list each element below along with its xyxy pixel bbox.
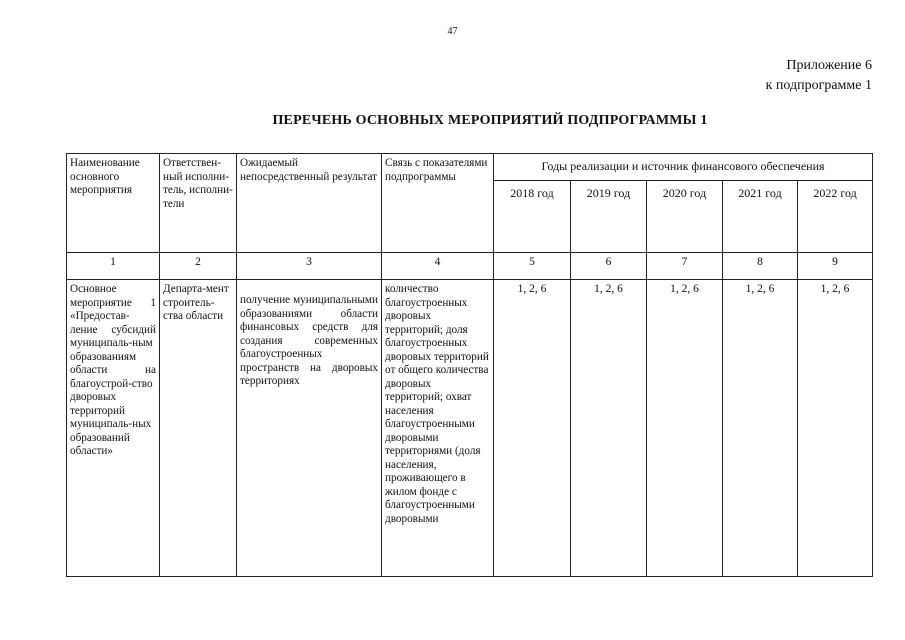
activity-result: получение муниципальными образованиями области финансовых средств для создания современных благоустроенных пространств на дворовых территориях (237, 280, 382, 577)
header-responsible: Ответствен-ный исполни-тель, исполни-тели (160, 154, 237, 253)
year-value-2022: 1, 2, 6 (798, 280, 873, 577)
document-title: ПЕРЕЧЕНЬ ОСНОВНЫХ МЕРОПРИЯТИЙ ПОДПРОГРАММЫ 1 (272, 113, 708, 128)
header-link: Связь с показателями подпрограммы (382, 154, 494, 253)
column-number-row (67, 253, 873, 280)
activity-name: Основное мероприятие 1 «Предостав-ление субсидий муниципаль-ным образованиям области на благоустрой-ство дворовых территорий муниципаль-ных образований области» (67, 280, 160, 577)
appendix-note (766, 56, 872, 96)
column-number: 6 (571, 253, 647, 280)
header-year-2020: 2020 год (647, 181, 723, 253)
column-number: 7 (647, 253, 723, 280)
year-value-2019: 1, 2, 6 (571, 280, 647, 577)
header-row (67, 154, 873, 181)
header-name: Наименование основного мероприятия (67, 154, 160, 253)
header-year-2019: 2019 год (571, 181, 647, 253)
column-number: 5 (494, 253, 571, 280)
appendix-line-2: к подпрограмме 1 (765, 78, 872, 93)
activity-responsible: Департа-мент строитель-ства области (160, 280, 237, 577)
appendix-line-1: Приложение 6 (786, 58, 872, 73)
header-result: Ожидаемый непосредственный результат (237, 154, 382, 253)
header-years-group: Годы реализации и источник финансового обеспечения (494, 154, 873, 181)
year-value-2018: 1, 2, 6 (494, 280, 571, 577)
table-row (67, 280, 873, 577)
column-number: 4 (382, 253, 494, 280)
column-number: 9 (798, 253, 873, 280)
activities-table (66, 153, 873, 577)
column-number: 8 (723, 253, 798, 280)
page-number: 47 (447, 26, 458, 37)
year-value-2021: 1, 2, 6 (723, 280, 798, 577)
header-year-2021: 2021 год (723, 181, 798, 253)
column-number: 1 (67, 253, 160, 280)
header-year-2018: 2018 год (494, 181, 571, 253)
column-number: 2 (160, 253, 237, 280)
activity-link: количество благоустроенных дворовых территорий; доля благоустроенных дворовых территорий от общего количества дворовых территорий; охват населения благоустроенными дворовыми территориями (доля населения, проживающего в жилом фонде с благоустроенными дворовыми (382, 280, 494, 577)
header-year-2022: 2022 год (798, 181, 873, 253)
year-value-2020: 1, 2, 6 (647, 280, 723, 577)
column-number: 3 (237, 253, 382, 280)
